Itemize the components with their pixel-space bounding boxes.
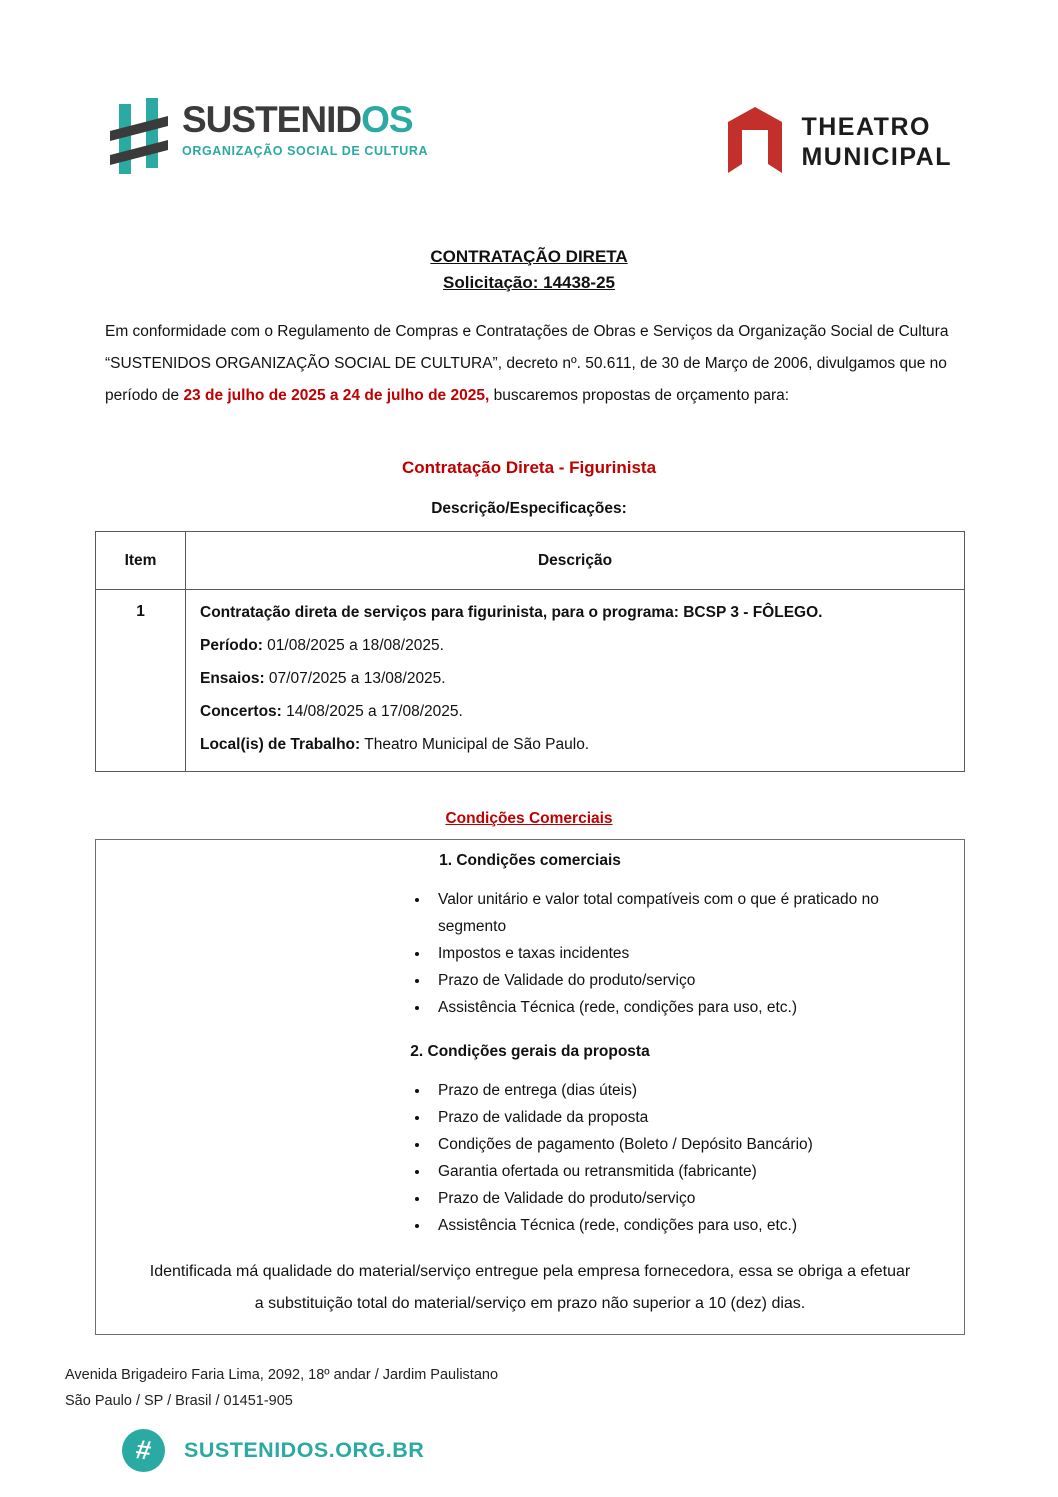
item-number-cell: 1 [96,590,186,772]
sustenidos-hash-icon [110,95,168,182]
desc-line-local: Local(is) de Trabalho: Theatro Municipal de São Paulo. [200,736,590,753]
list-item: • Condições de pagamento (Boleto / Depósito Bancário) [430,1131,944,1158]
address-line2: São Paulo / SP / Brasil / 01451-905 [65,1393,293,1409]
desc-line-periodo: Período: 01/08/2025 a 18/08/2025. [200,637,444,654]
intro-paragraph [105,316,958,412]
theatro-wordmark [801,113,952,172]
list-item: • Garantia ofertada ou retransmitida (fabricante) [430,1158,944,1185]
theatro-line2: MUNICIPAL [801,142,952,171]
quality-note [116,1256,944,1320]
title-line1: CONTRATAÇÃO DIRETA [430,247,628,266]
table-row [96,590,965,772]
list-item: • Assistência Técnica (rede, condições para uso, etc.) [430,994,944,1021]
spec-table-header-row [96,532,965,590]
desc-line-concertos: Concertos: 14/08/2025 a 17/08/2025. [200,703,463,720]
condicoes-comerciais-heading: Condições Comerciais [445,810,613,827]
header [0,0,1058,182]
condicoes-sub1-list [406,886,944,1021]
intro-date-range: 23 de julho de 2025 a 24 de julho de 2025, [183,387,490,404]
condicoes-sub2-list [406,1077,944,1239]
list-item: • Valor unitário e valor total compatíveis com o que é praticado no segmento [430,886,944,940]
col-header-descricao: Descrição [186,532,965,590]
theatro-arch-icon [725,105,785,180]
contract-section-title: Contratação Direta - Figurinista [401,458,657,477]
title-line2-solicitacao: Solicitação: 14438-25 [443,273,615,292]
list-item: • Assistência Técnica (rede, condições para uso, etc.) [430,1212,944,1239]
sustenidos-text-dark: SUSTENID [182,99,362,140]
desc-line-program: Contratação direta de serviços para figurinista, para o programa: BCSP 3 - FÔLEGO. [200,604,823,621]
theatro-municipal-logo [725,105,952,180]
sustenidos-logo [110,95,428,182]
theatro-line1: THEATRO [801,113,931,141]
description-cell [186,590,965,772]
list-item: • Prazo de Validade do produto/serviço [430,967,944,994]
sustenidos-site-link[interactable]: SUSTENIDOS.ORG.BR [184,1438,425,1462]
hash-icon: # [122,1429,165,1472]
intro-text-1: Em conformidade com o Regulamento de Compras e Contratações de Obras e Serviços da Organização Social de Cultura “SUSTENIDOS ORGANIZAÇÃO SOCIAL DE CULTURA”, decreto nº. 50.611, de 30 de Março de 2006, divulgamos que no período de [105,323,949,404]
quality-note-line1: Identificada má qualidade do material/serviço entregue pela empresa fornecedora, essa se obriga a efetuar [149,1263,911,1280]
condicoes-box [95,839,965,1335]
list-item: • Prazo de validade da proposta [430,1104,944,1131]
footer-address [65,1362,1058,1414]
sustenidos-text-teal: OS [361,99,413,140]
list-item: • Prazo de entrega (dias úteis) [430,1077,944,1104]
desc-line-ensaios: Ensaios: 07/07/2025 a 13/08/2025. [200,670,446,687]
intro-text-2: buscaremos propostas de orçamento para: [489,387,790,404]
quality-note-line2: a substituição total do material/serviço em prazo não superior a 10 (dez) dias. [254,1295,806,1312]
document-title [0,244,1058,296]
sustenidos-wordmark [182,95,428,158]
address-line1: Avenida Brigadeiro Faria Lima, 2092, 18º andar / Jardim Paulistano [65,1367,499,1383]
condicoes-sub1-title: 1. Condições comerciais [439,852,621,869]
spec-heading: Descrição/Especificações: [431,500,627,517]
footer-logo [122,1429,1058,1472]
sustenidos-tagline: ORGANIZAÇÃO SOCIAL DE CULTURA [182,144,429,158]
list-item: • Impostos e taxas incidentes [430,940,944,967]
col-header-item: Item [96,532,186,590]
spec-table [95,531,965,772]
condicoes-sub2-title: 2. Condições gerais da proposta [410,1043,650,1060]
list-item: • Prazo de Validade do produto/serviço [430,1185,944,1212]
